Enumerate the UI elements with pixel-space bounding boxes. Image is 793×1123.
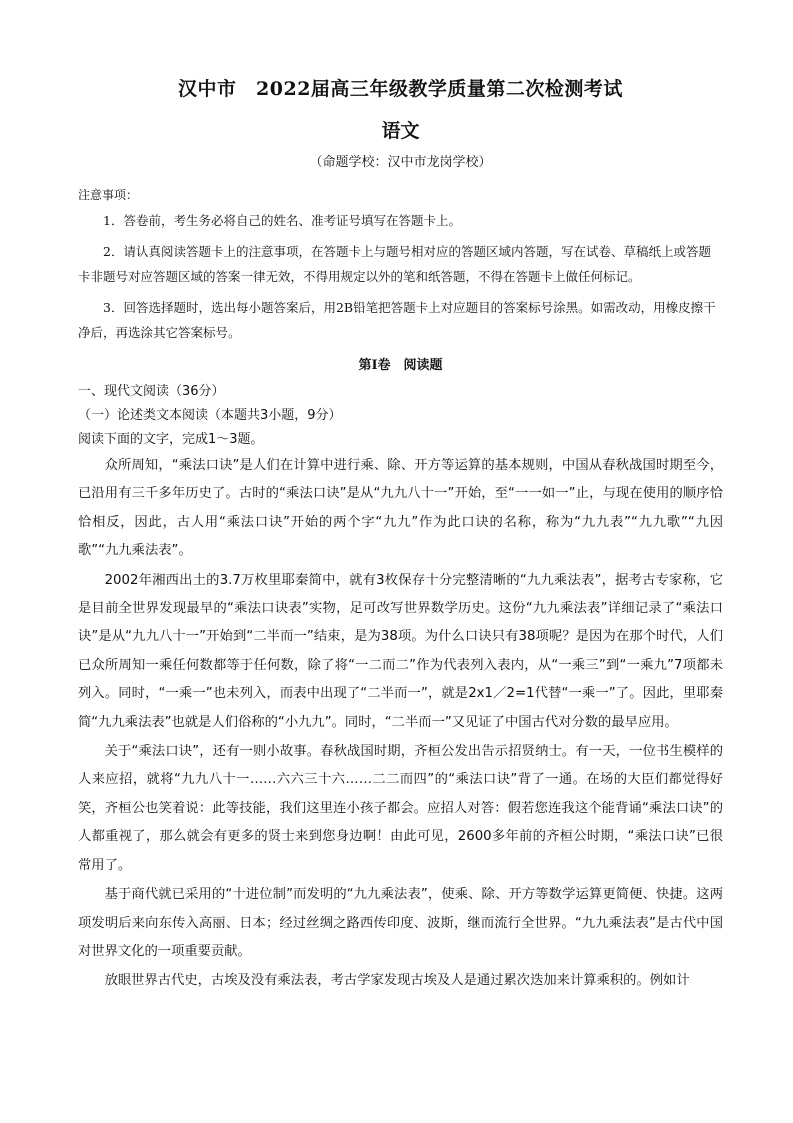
body-paragraph-5: 放眼世界古代史，古埃及没有乘法表，考古学家发现古埃及人是通过累次迭加来计算乘积的。例如计 <box>104 973 690 989</box>
notice-item-1: 1．答卷前，考生务必将自己的姓名、准考证号填写在答题卡上。 <box>103 213 461 228</box>
body-paragraph-3: 关于“乘法口诀”，还有一则小故事。春秋战国时期，齐桓公发出告示招贤纳士。有一天，一位书生模样的人来应招，就将“九九八十一……六六三十六……二二而四”的“乘法口诀”背了一通。在场的大臣们都觉得好笑，齐桓公也笑着说：此等技能，我们这里连小孩子都会。应招人对答：假若您连我这个能背诵“乘法口诀”的人都重视了，那么就会有更多的贤士来到您身边啊！由此可见，2600多年前的齐桓公时期，“乘法口诀”已很常用了。 <box>78 744 723 873</box>
body-paragraph-1: 众所周知，“乘法口诀”是人们在计算中进行乘、除、开方等运算的基本规则，中国从春秋战国时期至今，已沿用有三千多年历史了。古时的“乘法口诀”是从“九九八十一”开始，至“一一如一”止，与现在使用的顺序恰恰相反，因此，古人用“乘法口诀”开始的两个字“九九”作为此口诀的名称，称为“九九表”“九九歌”“九因歌”“九九乘法表”。 <box>78 458 723 559</box>
body-paragraph-4: 基于商代就已采用的“十进位制”而发明的“九九乘法表”，使乘、除、开方等数学运算更简便、快捷。这两项发明后来向东传入高丽、日本；经过丝绸之路西传印度、波斯，继而流行全世界。“九九乘法表”是古代中国对世界文化的一项重要贡献。 <box>78 887 723 959</box>
notice-item-2: 2．请认真阅读答题卡上的注意事项，在答题卡上与题号相对应的答题区域内答题，写在试卷、草稿纸上或答题卡非题号对应答题区域的答案一律无效，不得用规定以外的笔和纸答题，不得在答题卡上做任何标记。 <box>78 244 711 284</box>
school-note: （命题学校：汉中市龙岗学校） <box>309 155 492 170</box>
reading-instruction: 阅读下面的文字，完成1～3题。 <box>78 432 264 447</box>
exam-title: 汉中市 2022届高三年级教学质量第二次检测考试 <box>178 78 623 100</box>
notice-heading: 注意事项： <box>78 188 139 202</box>
notice-item-3: 3．回答选择题时，选出每小题答案后，用2B铅笔把答题卡上对应题目的答案标号涂黑。如需改动，用橡皮擦干净后，再选涂其它答案标号。 <box>78 300 716 340</box>
body-paragraph-2: 2002年湘西出土的3.7万枚里耶秦简中，就有3枚保存十分完整清晰的“九九乘法表”，据考古专家称，它是目前全世界发现最早的“乘法口诀表”实物，足可改写世界数学历史。这份“九九乘法表”详细记录了“乘法口诀”是从“九九八十一”开始到“二半而一”结束，是为38项。为什么口诀只有38项呢？是因为在那个时代，人们已众所周知一乘任何数都等于任何数，除了将“一二而二”作为代表列入表内，从“一乘三”到“一乘九”7项都未列入。同时，“一乘一”也未列入，而表中出现了“二半而一”，就是2x1／2=1代替“一乘一”了。因此，里耶秦简“九九乘法表”也就是人们俗称的“小九九”。同时，“二半而一”又见证了中国古代对分数的最早应用。 <box>78 572 723 730</box>
subpart-heading: （一）论述类文本阅读（本题共3小题，9分） <box>78 408 342 423</box>
section-title: 第Ⅰ卷 阅读题 <box>358 358 443 373</box>
part-heading: 一、现代文阅读（36分） <box>78 384 225 399</box>
subject-title: 语文 <box>381 120 420 142</box>
